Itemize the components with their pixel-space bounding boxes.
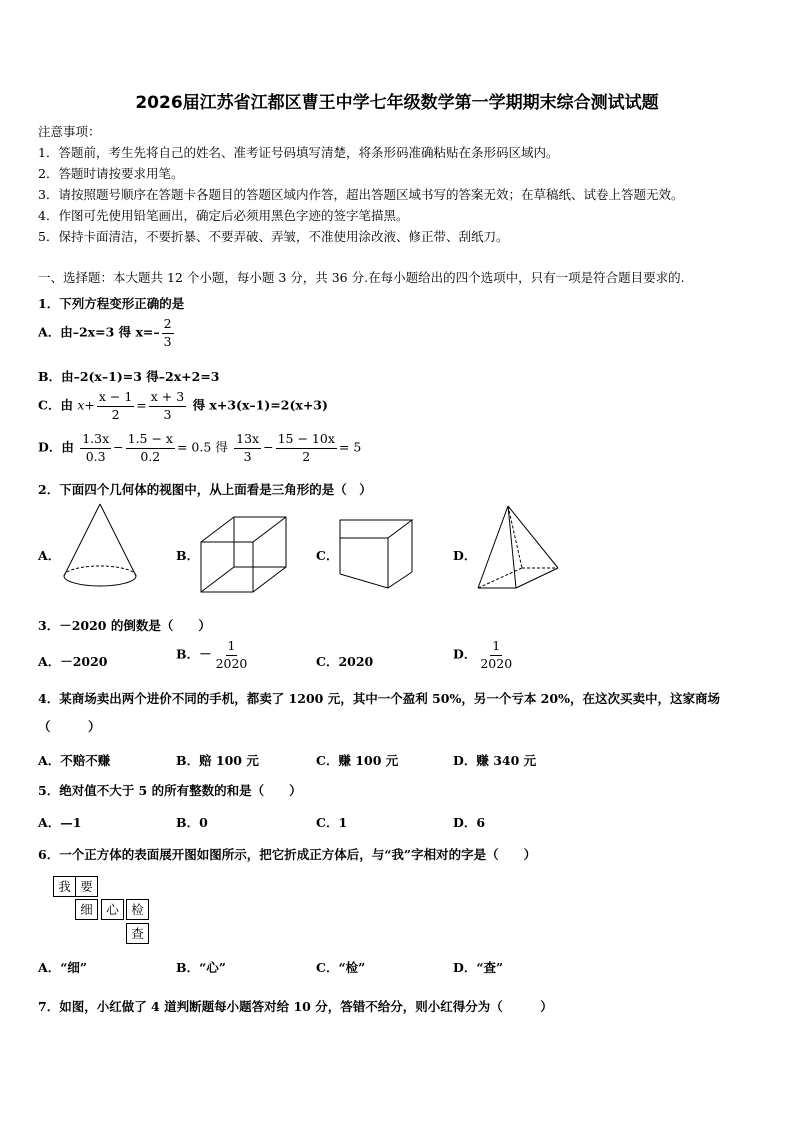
net-cell: 检: [126, 899, 149, 920]
fraction: $\frac{13x}{3}$: [236, 431, 260, 464]
fraction: $\frac{15 - 10x}{2}$: [277, 431, 335, 464]
question-5-stem: 5．绝对值不大于 5 的所有整数的和是（ ）: [38, 783, 302, 798]
q2-label-c: C．: [316, 548, 339, 563]
q6-option-d: D．“查”: [453, 960, 504, 975]
q5-option-c: C．1: [316, 815, 348, 830]
cube-net-figure: [53, 876, 153, 946]
question-4-stem: 4．某商场卖出两个进价不同的手机，都卖了 1200 元，其中一个盈利 50%，另一个亏本 20%，在这次买卖中，这家商场: [38, 691, 720, 706]
net-cell: 要: [75, 876, 98, 897]
cone-figure: [58, 500, 142, 600]
q4-option-a: A．不赔不赚: [38, 753, 111, 768]
fraction: $\frac{x - 1}{2}$: [98, 389, 133, 422]
q6-option-b: B．“心”: [176, 960, 226, 975]
net-cell: 查: [126, 923, 149, 944]
q1-option-c: C．由 x+ $\frac{x - 1}{2}$ = $\frac{x + 3}{3}$ 得 x+3(x–1)=2(x+3): [38, 389, 328, 422]
question-1-stem: 1．下列方程变形正确的是: [38, 296, 185, 311]
q3-option-a: A．－2020: [38, 654, 108, 669]
note-item: 2．答题时请按要求用笔。: [38, 166, 184, 181]
q1-option-d: D．由 $\frac{1.3x}{0.3}$ − $\frac{1.5 - x}{0.2}$ = 0.5 得 $\frac{13x}{3}$ − $\frac{15 - 10x}{2}$ = 5: [38, 431, 362, 464]
question-3-stem: 3．－2020 的倒数是（ ）: [38, 618, 211, 633]
note-item: 3．请按照题号顺序在答题卡各题目的答题区域内作答，超出答题区域书写的答案无效；在草稿纸、试卷上答题无效。: [38, 187, 684, 202]
q5-option-d: D．6: [453, 815, 486, 830]
notes-heading: 注意事项：: [38, 124, 101, 139]
q2-label-a: A．: [38, 548, 61, 563]
q2-label-d: D．: [453, 548, 477, 563]
net-cell: 细: [75, 899, 98, 920]
prism-figure: [336, 514, 422, 594]
q1-option-b: B．由–2(x–1)=3 得–2x+2=3: [38, 369, 220, 384]
section-heading: 一、选择题：本大题共 12 个小题，每小题 3 分，共 36 分.在每小题给出的四个选项中，只有一项是符合题目要求的.: [38, 270, 685, 285]
q3-option-b: B．－ $\frac{1}{2020}$: [176, 638, 248, 671]
q4-option-b: B．赔 100 元: [176, 753, 259, 768]
q6-option-a: A．“细”: [38, 960, 88, 975]
q3-option-c: C．2020: [316, 654, 374, 669]
note-item: 5．保持卡面清洁，不要折暴、不要弄破、弄皱，不准使用涂改液、修正带、刮纸刀。: [38, 229, 509, 244]
q4-option-d: D．赚 340 元: [453, 753, 537, 768]
q1-option-a-text: A．由–2x=3 得 x=–: [38, 324, 160, 340]
fraction: $\frac{2}{3}$: [163, 316, 172, 349]
question-7-stem: 7．如图，小红做了 4 道判断题每小题答对给 10 分，答错不给分，则小红得分为（ ）: [38, 999, 553, 1014]
question-6-stem: 6．一个正方体的表面展开图如图所示，把它折成正方体后，与“我”字相对的字是（ ）: [38, 847, 537, 862]
note-item: 4．作图可先使用铅笔画出，确定后必须用黑色字迹的签字笔描黑。: [38, 208, 409, 223]
q3-option-d: D． $\frac{1}{2020}$: [453, 638, 513, 671]
net-cell: 心: [101, 899, 124, 920]
q1-option-a: [38, 318, 176, 348]
fraction: $\frac{1.3x}{0.3}$: [82, 431, 110, 464]
fraction: $\frac{1}{2020}$: [480, 638, 513, 671]
net-cell: 我: [53, 876, 76, 897]
q4-option-c: C．赚 100 元: [316, 753, 399, 768]
q6-option-c: C．“检”: [316, 960, 366, 975]
page-title: 2026届江苏省江都区曹王中学七年级数学第一学期期末综合测试试题: [135, 93, 659, 113]
note-item: 1．答题前，考生先将自己的姓名、准考证号码填写清楚，将条形码准确粘贴在条形码区域内。: [38, 145, 559, 160]
cuboid-figure: [196, 512, 292, 594]
q5-option-b: B．0: [176, 815, 208, 830]
q5-option-a: A．—1: [38, 815, 82, 830]
q2-label-b: B．: [176, 548, 200, 563]
fraction: $\frac{x + 3}{3}$: [150, 389, 185, 422]
fraction: $\frac{1}{2020}$: [215, 638, 248, 671]
pyramid-figure: [474, 500, 564, 596]
question-2-stem: 2．下面四个几何体的视图中，从上面看是三角形的是（ ）: [38, 482, 372, 497]
question-4-stem-cont: （ ）: [38, 719, 101, 734]
fraction: $\frac{1.5 - x}{0.2}$: [127, 431, 173, 464]
